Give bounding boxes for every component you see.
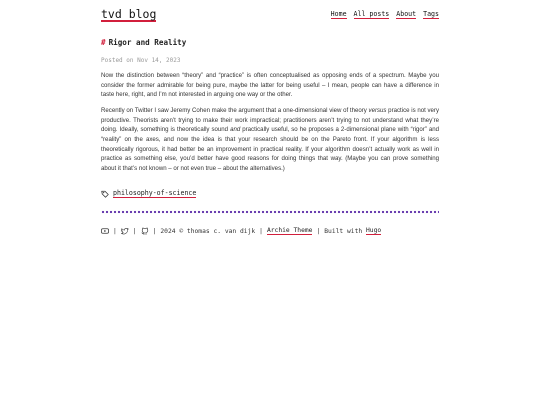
nav-about[interactable]: About — [396, 10, 417, 18]
p2-text-a: Recently on Twitter I saw Jeremy Cohen make the argument that a one-dimensional view of theory — [101, 107, 369, 115]
title-hash: # — [101, 38, 106, 47]
paragraph-1: Now the distinction between “theory” and “practice” is often conceptualised as opposing ends of a spectrum. Maybe you consider the former admirable for being pure, maybe the latter for being useful – I mean, people can have a difference in taste here, right, and I’m not interested in arguing one way or the other. — [101, 72, 439, 99]
hugo-link[interactable]: Hugo — [365, 227, 382, 234]
post-title — [101, 38, 186, 47]
twitter-icon[interactable] — [121, 227, 129, 235]
footer-copyright: 2024 © thomas c. van dijk — [160, 227, 256, 235]
footer-separator: | — [132, 227, 137, 235]
post-tags — [101, 189, 196, 198]
dotted-divider — [101, 210, 439, 214]
p2-emphasis-and: and — [230, 126, 241, 134]
footer-built-with: Built with — [324, 227, 363, 235]
p2-text-b: practice is not very productive. Theorists aren’t trying to make their work impractical; practitioners aren’t trying to not understand what they’re doing. Ideally, something is theoretically sound — [101, 107, 439, 134]
nav-home[interactable]: Home — [330, 10, 347, 18]
main-nav — [328, 10, 439, 18]
p2-text-c: practically useful, so he proposes a 2-dimensional plane with “rigor” and “reality” on the axes, and now the idea is that your research should be on the Pareto front. If your algorithm is less theoretically rigorous, it had better be an improvement in practical reality. If your algorithm doesn’t actually work as well in practice as something else, you’d better have good reasons for doing things that way. (Maybe you can prove something about it that’s not known – or not even true – about the alternatives.) — [101, 126, 439, 172]
nav-all-posts[interactable]: All posts — [353, 10, 390, 18]
post-content — [101, 71, 439, 180]
tag-link-philosophy-of-science[interactable]: philosophy-of-science — [113, 189, 197, 197]
post-title-text: Rigor and Reality — [108, 38, 187, 47]
site-title-link[interactable]: tvd blog — [101, 7, 157, 21]
paragraph-2 — [101, 106, 439, 173]
site-footer — [101, 227, 381, 235]
nav-tags[interactable]: Tags — [423, 10, 439, 18]
footer-separator: | — [152, 227, 157, 235]
footer-separator: | — [259, 227, 263, 235]
tag-icon — [101, 190, 109, 198]
youtube-icon[interactable] — [101, 227, 109, 235]
post-date: Posted on Nov 14, 2023 — [101, 57, 181, 64]
site-header — [101, 0, 439, 30]
github-icon[interactable] — [141, 227, 149, 235]
p2-emphasis-versus: versus — [368, 107, 387, 115]
footer-separator: | — [316, 227, 321, 235]
footer-separator: | — [113, 227, 117, 235]
archie-theme-link[interactable]: Archie Theme — [266, 227, 313, 234]
